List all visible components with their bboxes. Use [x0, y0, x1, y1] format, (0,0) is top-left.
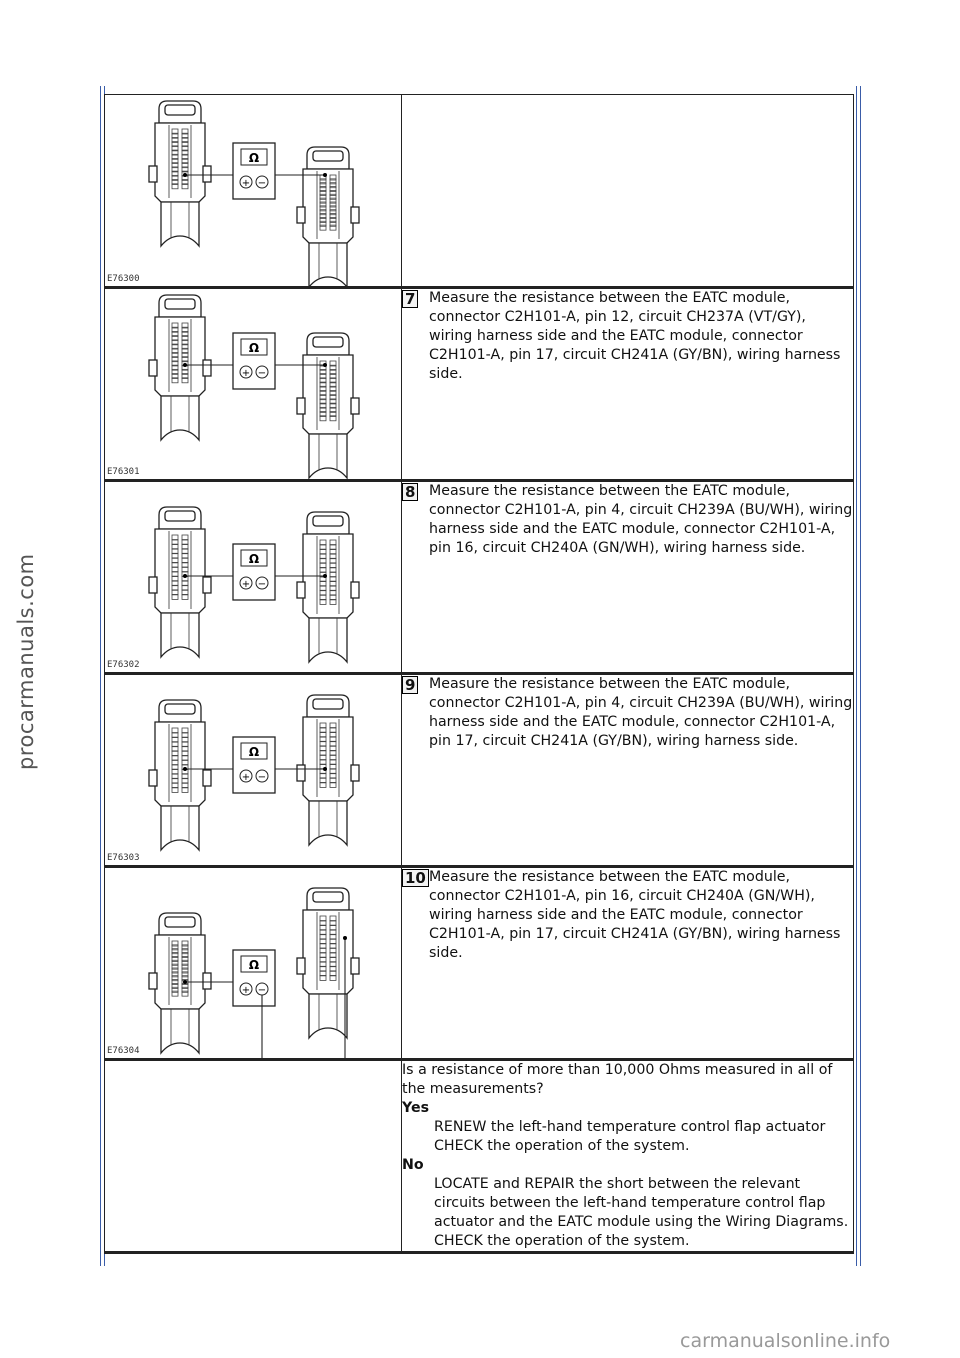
side-watermark: procarmanuals.com: [14, 553, 38, 770]
meter-plus-sign: +: [241, 368, 251, 379]
connector-boot: [309, 434, 347, 478]
figure-label: E76302: [107, 660, 140, 670]
connector-latch: [165, 105, 195, 115]
connector-tab: [297, 398, 305, 414]
left-connector: [149, 507, 211, 657]
meter-plus-sign: +: [241, 985, 251, 996]
connector-tab: [351, 958, 359, 974]
meter-symbol: Ω: [248, 151, 260, 165]
step-instruction: Measure the resistance between the EATC module, connector C2H101-A, pin 4, circuit CH239A (BU/WH), wiring harness side and the EATC module, connector C2H101-A, pin 16, circuit CH240A (GN/WH), wiring harness side.: [429, 483, 853, 556]
connector-body: [155, 317, 205, 396]
connector-tab: [203, 166, 211, 182]
connector-tab: [149, 770, 157, 786]
left-connector: [149, 295, 211, 440]
connector-tab: [351, 765, 359, 781]
bottom-watermark: carmanualsonline.info: [680, 1330, 891, 1352]
meter-minus-sign: −: [257, 579, 267, 590]
probe-point: [343, 936, 347, 940]
figure-cell: [105, 95, 402, 288]
connector-latch: [313, 151, 343, 161]
figure-cell: [105, 288, 402, 481]
connector-tab: [297, 958, 305, 974]
figure-cell: [105, 481, 402, 674]
empty-cell: [105, 1060, 402, 1253]
step-text-cell: [402, 481, 854, 674]
right-connector: [297, 695, 359, 845]
figure-cell: [105, 674, 402, 867]
connector-latch: [313, 337, 343, 347]
connector-boot: [309, 243, 347, 287]
connector-tab: [297, 582, 305, 598]
right-connector: [297, 888, 359, 1038]
step-9: [402, 675, 853, 751]
connector-body: [155, 722, 205, 806]
meter-minus-sign: −: [257, 772, 267, 783]
meter-minus-sign: −: [257, 985, 267, 996]
no-label: No: [402, 1157, 424, 1173]
step-number: 10: [402, 869, 429, 887]
connector-tab: [203, 973, 211, 989]
right-connector: [297, 147, 359, 287]
connector-latch: [313, 516, 343, 526]
step-text-cell: [402, 674, 854, 867]
step-row: [105, 288, 854, 481]
step-7: [402, 289, 853, 384]
yes-action: RENEW the left-hand temperature control flap actuator CHECK the operation of the system.: [434, 1119, 826, 1154]
figure-label: E76300: [107, 274, 140, 284]
probe-point: [323, 767, 327, 771]
connector-tab: [149, 577, 157, 593]
step-number: 8: [402, 483, 418, 501]
connector-body: [303, 355, 353, 434]
figure-cell: [105, 867, 402, 1060]
page-border-left-outer: [100, 86, 101, 1266]
result-cell: [402, 1060, 854, 1253]
right-connector: [297, 333, 359, 478]
meter-symbol: Ω: [248, 552, 260, 566]
probe-point: [323, 173, 327, 177]
step-number: 9: [402, 676, 418, 694]
meter-symbol: Ω: [248, 341, 260, 355]
connector-tab: [351, 207, 359, 223]
connector-diagram: [105, 482, 401, 675]
connector-tab: [203, 577, 211, 593]
probe-point: [183, 363, 187, 367]
step-instruction: Measure the resistance between the EATC module, connector C2H101-A, pin 12, circuit CH237A (VT/GY), wiring harness side and the EATC module, connector C2H101-A, pin 17, circuit CH241A (GY/BN), wiring harness side.: [429, 290, 841, 382]
probe-point: [183, 173, 187, 177]
step-text-cell: [402, 288, 854, 481]
step-text-cell: [402, 95, 854, 288]
connector-latch: [313, 892, 343, 902]
meter-plus-sign: +: [241, 772, 251, 783]
meter-minus-sign: −: [257, 368, 267, 379]
yes-label: Yes: [402, 1100, 430, 1116]
connector-body: [303, 169, 353, 243]
connector-latch: [165, 917, 195, 927]
connector-diagram: [105, 95, 401, 288]
step-10: [402, 868, 853, 963]
connector-latch: [165, 704, 195, 714]
step-row: [105, 95, 854, 288]
multimeter-icon: [233, 950, 275, 1006]
figure-label: E76301: [107, 467, 140, 477]
connector-body: [155, 529, 205, 613]
page-border-right-outer: [860, 86, 861, 1266]
connector-latch: [165, 299, 195, 309]
connector-diagram: [105, 289, 401, 482]
step-text-cell: [402, 867, 854, 1060]
connector-boot: [309, 994, 347, 1038]
connector-tab: [149, 973, 157, 989]
left-connector: [149, 913, 211, 1053]
step-row: [105, 867, 854, 1060]
connector-tab: [297, 207, 305, 223]
connector-boot: [161, 1009, 199, 1053]
multimeter-icon: [233, 333, 275, 389]
probe-point: [323, 574, 327, 578]
meter-symbol: Ω: [248, 958, 260, 972]
multimeter-icon: [233, 143, 275, 199]
meter-plus-sign: +: [241, 579, 251, 590]
step-instruction: Measure the resistance between the EATC module, connector C2H101-A, pin 4, circuit CH239A (BU/WH), wiring harness side and the EATC module, connector C2H101-A, pin 17, circuit CH241A (GY/BN), wiring harness side.: [429, 676, 853, 749]
connector-tab: [297, 765, 305, 781]
step-instruction: Measure the resistance between the EATC module, connector C2H101-A, pin 16, circuit CH240A (GN/WH), wiring harness side and the EATC module, connector C2H101-A, pin 17, circuit CH241A (GY/BN), wiring harness side.: [429, 869, 841, 961]
probe-point: [183, 574, 187, 578]
probe-point: [183, 980, 187, 984]
connector-diagram: [105, 675, 401, 868]
figure-label: E76303: [107, 853, 140, 863]
connector-boot: [309, 618, 347, 662]
connector-body: [303, 717, 353, 801]
connector-body: [155, 935, 205, 1009]
connector-latch: [313, 699, 343, 709]
step-row: [105, 481, 854, 674]
probe-point: [323, 363, 327, 367]
page-border-right-inner: [856, 86, 857, 1266]
connector-tab: [149, 360, 157, 376]
step-row: [105, 674, 854, 867]
connector-tab: [351, 582, 359, 598]
meter-plus-sign: +: [241, 178, 251, 189]
multimeter-icon: [233, 737, 275, 793]
figure-label: E76304: [107, 1046, 140, 1056]
result-row: [105, 1060, 854, 1253]
connector-tab: [149, 166, 157, 182]
connector-latch: [165, 511, 195, 521]
connector-boot: [161, 396, 199, 440]
connector-body: [155, 123, 205, 202]
question-text: Is a resistance of more than 10,000 Ohms measured in all of the measurements?: [402, 1062, 833, 1097]
connector-tab: [203, 770, 211, 786]
connector-boot: [309, 801, 347, 845]
connector-tab: [351, 398, 359, 414]
step-number: 7: [402, 290, 418, 308]
connector-diagram: [105, 868, 401, 1061]
procedure-table: [104, 94, 854, 1254]
connector-tab: [203, 360, 211, 376]
meter-symbol: Ω: [248, 745, 260, 759]
step-8: [402, 482, 853, 558]
connector-boot: [161, 202, 199, 246]
left-connector: [149, 700, 211, 850]
probe-point: [183, 767, 187, 771]
left-connector: [149, 101, 211, 246]
connector-boot: [161, 806, 199, 850]
right-connector: [297, 512, 359, 662]
no-action: LOCATE and REPAIR the short between the relevant circuits between the left-hand temperature control flap actuator and the EATC module using the Wiring Diagrams. CHECK the operation of the system.: [434, 1176, 849, 1249]
multimeter-icon: [233, 544, 275, 600]
meter-minus-sign: −: [257, 178, 267, 189]
connector-boot: [161, 613, 199, 657]
